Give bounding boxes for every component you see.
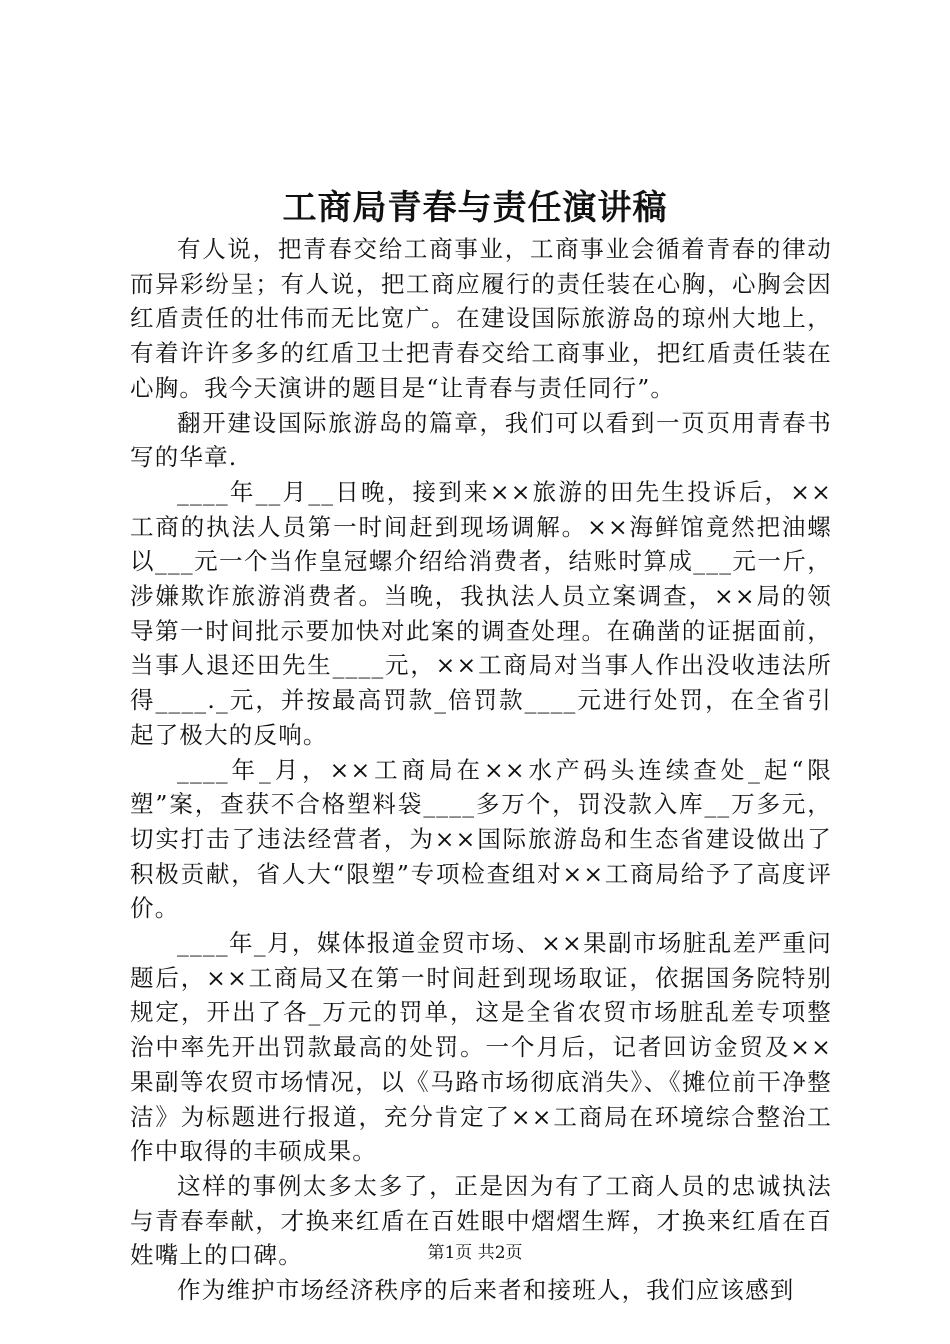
paragraph: ____年_月，媒体报道金贸市场、××果副市场脏乱差严重问题后，××工商局又在第一时间赶到现场取证，依据国务院特别规定，开出了各_万元的罚单，这是全省农贸市场脏乱差专项整治中率先开出罚款最高的处罚。一个月后，记者回访金贸及××果副等农贸市场情况，以《马路市场彻底消失》、《摊位前干净整洁》为标题进行报道，充分肯定了××工商局在环境综合整治工作中取得的丰硕成果。 — [130, 929, 832, 1166]
paragraph: ____年_月，××工商局在××水产码头连续查处_起“限塑”案，查获不合格塑料袋____多万个，罚没款入库__万多元，切实打击了违法经营者，为××国际旅游岛和生态省建设做出了积极贡献，省人大“限塑”专项检查组对××工商局给予了高度评价。 — [130, 755, 833, 923]
paragraph: 有人说，把青春交给工商事业，工商事业会循着青春的律动而异彩纷呈；有人说，把工商应履行的责任装在心胸，心胸会因红盾责任的壮伟而无比宽广。在建设国际旅游岛的琼州大地上，有着许许多多的红盾卫士把青春交给工商事业，把红盾责任装在心胸。我今天演讲的题目是“让青春与责任同行”。 — [130, 235, 832, 402]
paragraph: 这样的事例太多太多了，正是因为有了工商人员的忠诚执法与青春奉献，才换来红盾在百姓眼中熠熠生辉，才换来红盾在百姓嘴上的口碑。 — [130, 1171, 832, 1270]
document-title: 工商局青春与责任演讲稿 — [282, 188, 668, 228]
paragraph: ____年__月__日晚，接到来××旅游的田先生投诉后，××工商的执法人员第一时间赶到现场调解。××海鲜馆竟然把油螺以___元一个当作皇冠螺介绍给消费者，结账时算成___元一斤，涉嫌欺诈旅游消费者。当晚，我执法人员立案调查，××局的领导第一时间批示要加快对此案的调查处理。在确凿的证据面前，当事人退还田先生____元，××工商局对当事人作出没收违法所得____._元，并按最高罚款_倍罚款____元进行处罚，在全省引起了极大的反响。 — [130, 477, 832, 749]
document-body — [130, 232, 832, 1308]
page-number-footer: 第1页 共2页 — [427, 1243, 523, 1263]
paragraph: 翻开建设国际旅游岛的篇章，我们可以看到一页页用青春书写的华章. — [130, 408, 832, 472]
paragraph: 作为维护市场经济秩序的后来者和接班人，我们应该感到 — [177, 1276, 795, 1305]
